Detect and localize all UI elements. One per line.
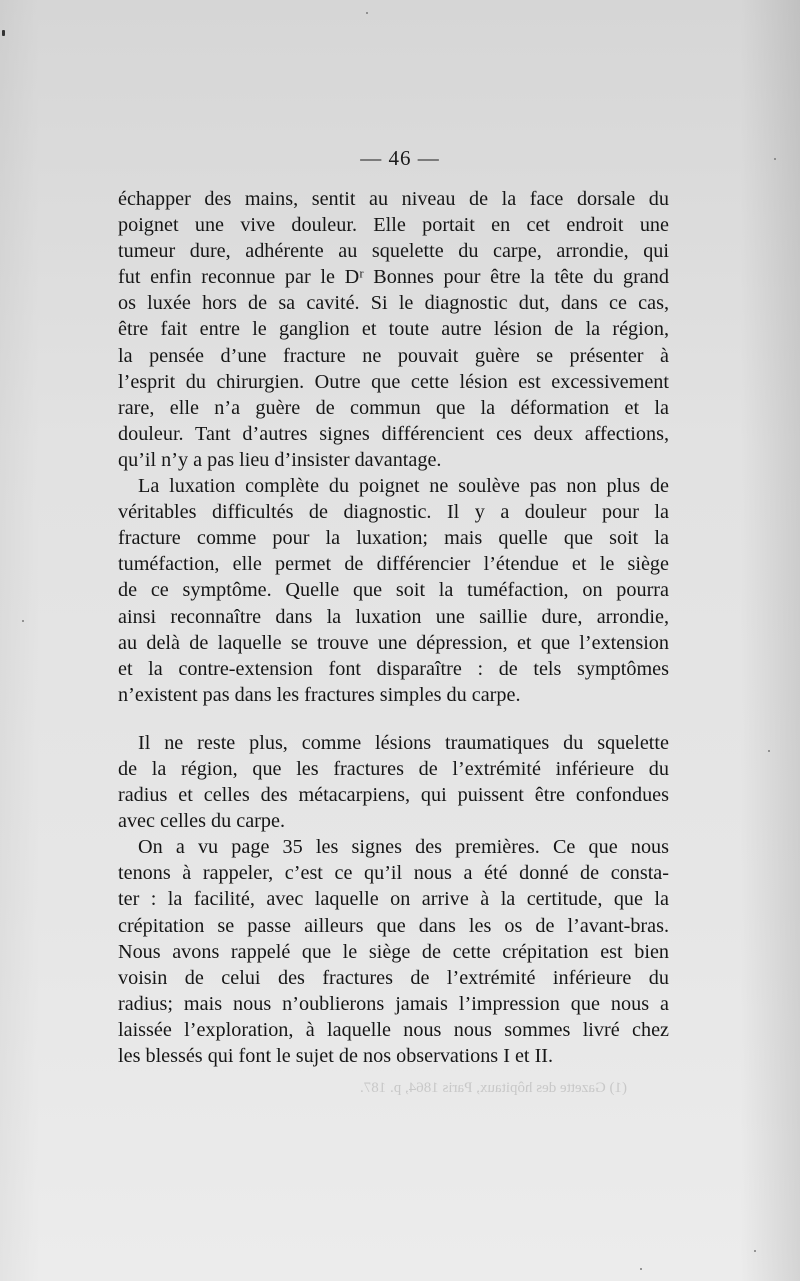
text-line: crépitation se passe ailleurs que dans les os de l’avant-bras. xyxy=(118,914,669,937)
text-line: et la contre-extension font disparaître : de tels symptômes xyxy=(118,657,669,680)
text-line: Nous avons rappelé que le siège de cette crépitation est bien xyxy=(118,940,669,963)
paper-speck xyxy=(640,1268,642,1270)
text-line: fracture comme pour la luxation; mais quelle que soit la xyxy=(118,527,669,550)
text-line: tenons à rappeler, c’est ce qu’il nous a été donné de consta- xyxy=(118,862,669,885)
text-line: les blessés qui font le sujet de nos observations I et II. xyxy=(118,1045,554,1067)
text-line: au delà de laquelle se trouve une dépression, et que l’extension xyxy=(118,631,669,654)
text-line: poignet une vive douleur. Elle portait en cet endroit une xyxy=(118,214,669,237)
text-line: ainsi reconnaître dans la luxation une saillie dure, arrondie, xyxy=(118,605,669,628)
text-line: être fait entre le ganglion et toute autre lésion de la région, xyxy=(118,318,669,341)
paper-speck xyxy=(22,620,24,622)
body-text xyxy=(118,186,669,1069)
paragraph-gap xyxy=(118,708,669,730)
paragraph xyxy=(118,730,669,834)
text-line: Il ne reste plus, comme lésions traumatiques du squelette xyxy=(138,731,669,754)
paper-speck xyxy=(366,12,368,14)
text-line: On a vu page 35 les signes des premières. Ce que nous xyxy=(138,836,669,859)
text-line: radius; mais nous n’oublierons jamais l’impression que nous a xyxy=(118,992,669,1015)
text-line: radius et celles des métacarpiens, qui puissent être confondues xyxy=(118,784,669,807)
text-line: la pensée d’une fracture ne pouvait guère se présenter à xyxy=(118,344,669,367)
bleed-through-footnote: (1) Gazette des hôpitaux, Paris 1864, p. 187. xyxy=(360,1080,628,1096)
text-line: qu’il n’y a pas lieu d’insister davantage. xyxy=(118,448,442,471)
text-line: La luxation complète du poignet ne soulève pas non plus de xyxy=(138,475,669,498)
paragraph xyxy=(118,473,669,708)
text-line: échapper des mains, sentit au niveau de la face dorsale du xyxy=(118,188,669,210)
text-line: de ce symptôme. Quelle que soit la tuméfaction, on pourra xyxy=(118,579,669,602)
paper-speck xyxy=(754,1250,756,1252)
paper-edge-mark xyxy=(2,30,5,36)
text-line: l’esprit du chirurgien. Outre que cette lésion est excessivement xyxy=(118,370,669,393)
page-number: — 46 — xyxy=(360,146,440,170)
paragraph xyxy=(118,834,669,1069)
text-line: tumeur dure, adhérente au squelette du carpe, arrondie, qui xyxy=(118,240,669,263)
text-line: douleur. Tant d’autres signes différencient ces deux affections, xyxy=(118,422,669,445)
text-line: tuméfaction, elle permet de différencier l’étendue et le siège xyxy=(118,553,669,576)
text-line: ter : la facilité, avec laquelle on arrive à la certitude, que la xyxy=(118,888,669,911)
text-line: avec celles du carpe. xyxy=(118,810,286,833)
paper-speck xyxy=(768,750,770,752)
text-line: laissée l’exploration, à laquelle nous nous sommes livré chez xyxy=(118,1018,669,1041)
text-line: os luxée hors de sa cavité. Si le diagnostic dut, dans ce cas, xyxy=(118,292,669,315)
paragraph xyxy=(118,186,669,473)
text-line: de la région, que les fractures de l’extrémité inférieure du xyxy=(118,757,669,780)
text-line: n’existent pas dans les fractures simples du carpe. xyxy=(118,683,521,706)
text-line: voisin de celui des fractures de l’extrémité inférieure du xyxy=(118,966,669,989)
text-line: rare, elle n’a guère de commun que la déformation et la xyxy=(118,396,669,419)
text-line: fut enfin reconnue par le Dʳ Bonnes pour être la tête du grand xyxy=(118,266,669,289)
text-line: véritables difficultés de diagnostic. Il y a douleur pour la xyxy=(118,501,669,524)
